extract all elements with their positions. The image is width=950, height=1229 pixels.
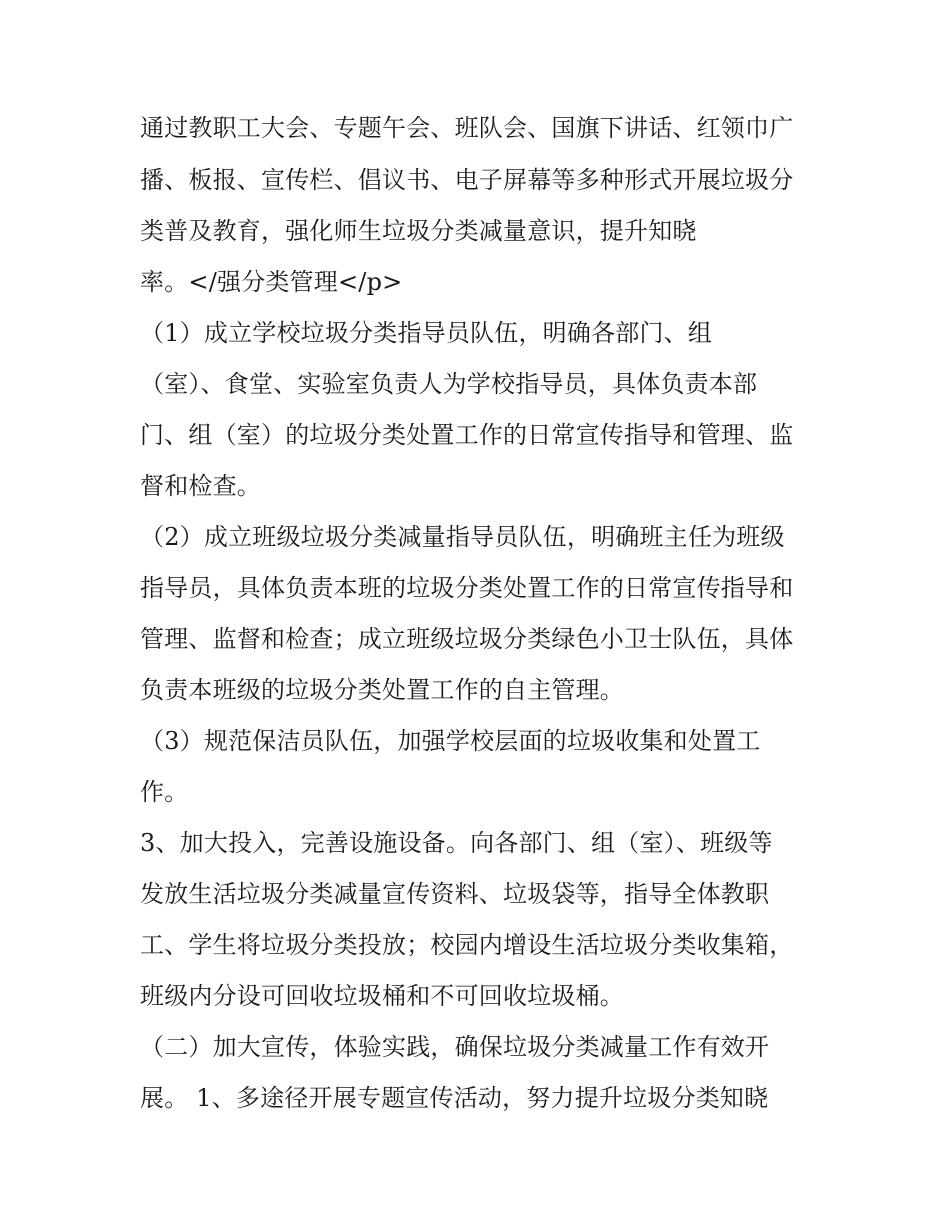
text-line: 类普及教育，强化师生垃圾分类减量意识，提升知晓: [140, 217, 697, 245]
text-line: 率。</强分类管理</p>: [140, 268, 403, 296]
text-line: 作。: [140, 778, 189, 806]
text-line: （1）成立学校垃圾分类指导员队伍，明确各部门、组: [140, 319, 713, 347]
text-line: 指导员，具体负责本班的垃圾分类处置工作的日常宣传指导和: [140, 574, 794, 602]
text-line: 展。 1、多途径开展专题宣传活动，努力提升垃圾分类知晓: [140, 1084, 769, 1112]
text-line: 督和检查。: [140, 472, 261, 500]
text-line: （室）、食堂、实验室负责人为学校指导员，具体负责本部: [140, 370, 758, 398]
text-line: 播、板报、宣传栏、倡议书、电子屏幕等多种形式开展垃圾分: [140, 166, 794, 194]
text-line: 班级内分设可回收垃圾桶和不可回收垃圾桶。: [140, 982, 624, 1010]
text-line: （2）成立班级垃圾分类减量指导员队伍，明确班主任为班级: [140, 523, 785, 551]
text-line: （3）规范保洁员队伍，加强学校层面的垃圾收集和处置工: [140, 727, 761, 755]
text-line: 工、学生将垃圾分类投放；校园内增设生活垃圾分类收集箱，: [140, 931, 794, 959]
text-line: 通过教职工大会、专题午会、班队会、国旗下讲话、红领巾广: [140, 114, 794, 142]
text-line: （二）加大宣传，体验实践，确保垃圾分类减量工作有效开: [140, 1033, 770, 1061]
text-line: 门、组（室）的垃圾分类处置工作的日常宣传指导和管理、监: [140, 421, 794, 449]
text-line: 发放生活垃圾分类减量宣传资料、垃圾袋等，指导全体教职: [140, 880, 770, 908]
text-line: 负责本班级的垃圾分类处置工作的自主管理。: [140, 676, 624, 704]
text-line: 3、加大投入，完善设施设备。向各部门、组（室）、班级等: [140, 829, 773, 857]
text-line: 管理、监督和检查；成立班级垃圾分类绿色小卫士队伍，具体: [140, 625, 794, 653]
